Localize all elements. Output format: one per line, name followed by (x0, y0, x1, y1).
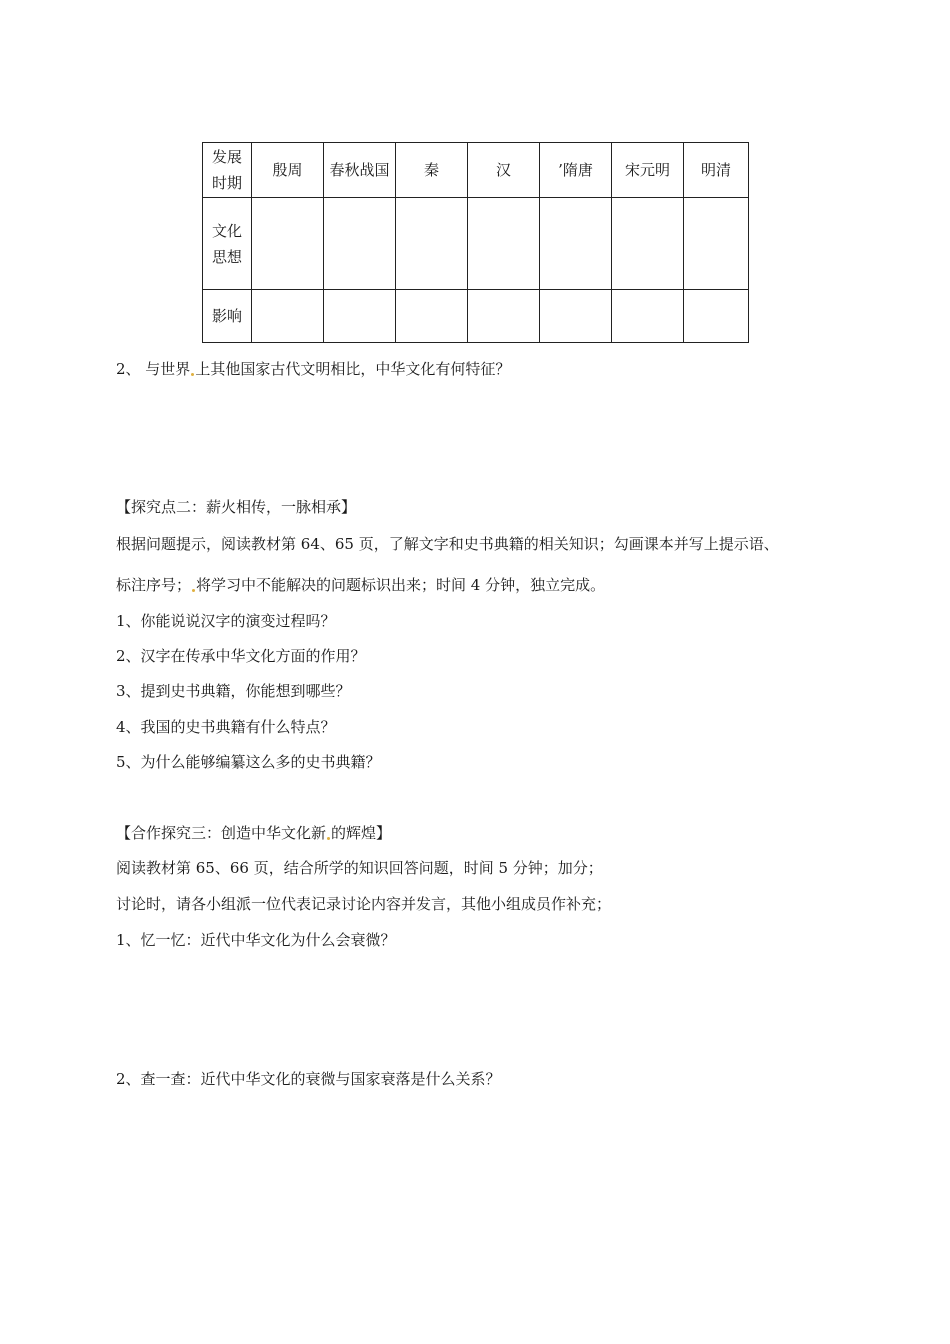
period-cell: 明清 (684, 143, 749, 198)
section2-instruction-line1: 根据问题提示，阅读教材第 64、65 页，了解文字和史书典籍的相关知识；勾画课本并写上提示语、 (116, 535, 779, 553)
culture-periods-table (202, 142, 749, 343)
row-label-culture-line1: 文化 (211, 221, 242, 240)
section3-title-part1: 【合作探究三：创造中华文化新 (116, 824, 327, 842)
question-text-part1: 2、 与世界 (116, 360, 191, 378)
header-label-line1: 发展 (211, 148, 242, 166)
empty-cell[interactable] (324, 198, 396, 290)
empty-cell[interactable] (612, 198, 684, 290)
section2-question: 2、汉字在传承中华文化方面的作用？ (116, 647, 366, 665)
instruction-text-part2: 将学习中不能解决的问题标识出来；时间 4 分钟，独立完成。 (196, 576, 606, 594)
mark-dot (192, 589, 195, 592)
period-cell: 秦 (396, 143, 468, 198)
section2-instruction-line2 (116, 574, 605, 595)
empty-cell[interactable] (540, 198, 612, 290)
question-text-part2: 上其他国家古代文明相比，中华文化有何特征？ (195, 360, 511, 378)
empty-cell[interactable] (540, 290, 612, 343)
row-label-influence: 影响 (203, 290, 252, 343)
empty-cell[interactable] (252, 290, 324, 343)
empty-cell[interactable] (612, 290, 684, 343)
instruction-text-part1: 标注序号； (116, 576, 192, 594)
row-label-culture-line2: 思想 (211, 247, 242, 266)
table-row-influence (203, 290, 749, 343)
section2-title: 【探究点二：薪火相传，一脉相承】 (116, 498, 357, 516)
section3-question: 2、查一查：近代中华文化的衰微与国家衰落是什么关系？ (116, 1070, 501, 1088)
empty-cell[interactable] (324, 290, 396, 343)
section3-instruction-line2: 讨论时，请各小组派一位代表记录讨论内容并发言，其他小组成员作补充； (116, 895, 612, 913)
row-label-culture (203, 198, 252, 290)
question-chinese-culture-features (116, 358, 510, 379)
mark-dot (327, 837, 330, 840)
section2-question: 3、提到史书典籍，你能想到哪些？ (116, 682, 351, 700)
mark-dot (191, 373, 194, 376)
table-header-row (203, 143, 749, 198)
header-label-cell (203, 143, 252, 198)
section3-title-part2: 的辉煌】 (331, 824, 392, 842)
section3-title (116, 822, 391, 843)
section2-question: 1、你能说说汉字的演变过程吗？ (116, 612, 336, 630)
period-cell: 汉 (468, 143, 540, 198)
period-cell: 宋元明 (612, 143, 684, 198)
period-cell: ’隋唐 (540, 143, 612, 198)
table-row-culture (203, 198, 749, 290)
section3-question: 1、忆一忆：近代中华文化为什么会衰微？ (116, 931, 396, 949)
period-cell: 春秋战国 (324, 143, 396, 198)
empty-cell[interactable] (684, 290, 749, 343)
header-label-line2: 时期 (211, 174, 242, 192)
empty-cell[interactable] (396, 290, 468, 343)
empty-cell[interactable] (684, 198, 749, 290)
period-cell: 殷周 (252, 143, 324, 198)
empty-cell[interactable] (396, 198, 468, 290)
section3-instruction-line1: 阅读教材第 65、66 页，结合所学的知识回答问题，时间 5 分钟；加分； (116, 859, 603, 877)
empty-cell[interactable] (468, 290, 540, 343)
section2-question: 4、我国的史书典籍有什么特点？ (116, 718, 336, 736)
empty-cell[interactable] (252, 198, 324, 290)
empty-cell[interactable] (468, 198, 540, 290)
section2-question: 5、为什么能够编纂这么多的史书典籍？ (116, 753, 381, 771)
